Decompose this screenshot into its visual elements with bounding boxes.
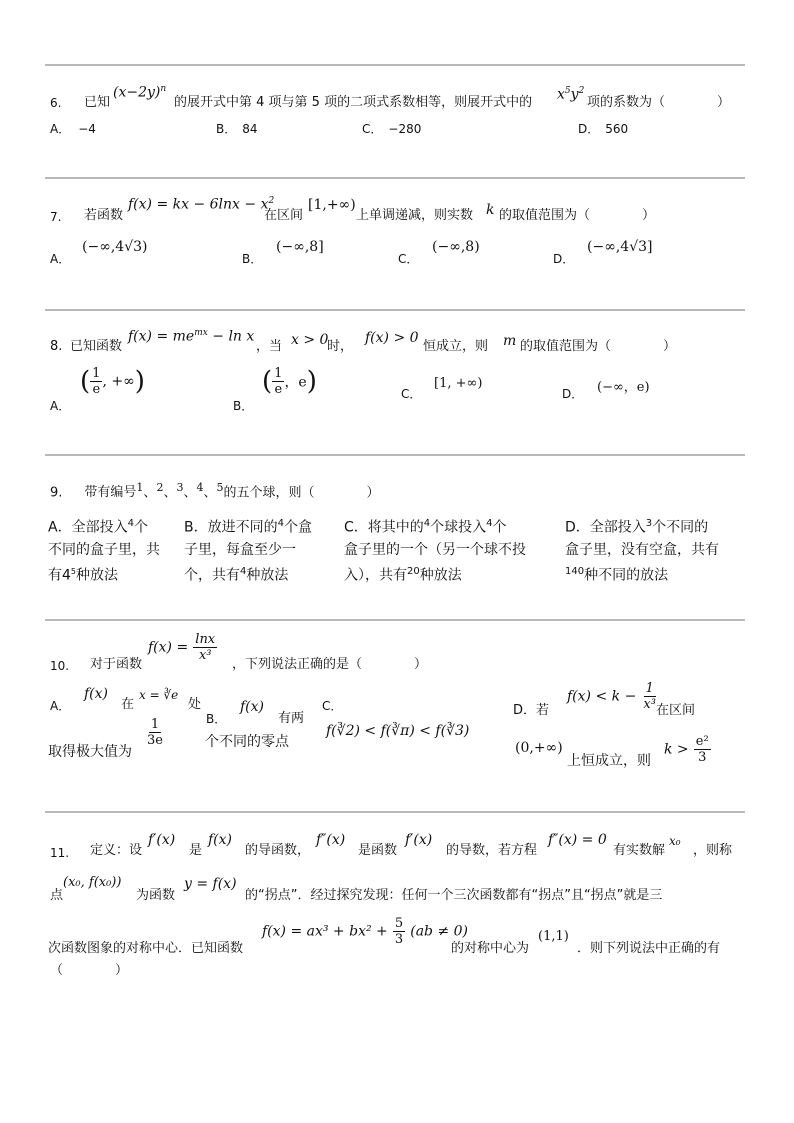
option-b[interactable]: B． 84 (216, 122, 258, 136)
question-text: 的展开式中第 4 项与第 5 项的二项式系数相等，则展开式中的 (174, 95, 533, 110)
option-b[interactable]: ( $\frac{1}{e}$ ，e) (262, 366, 317, 397)
option-d[interactable]: (−∞，e) (597, 380, 650, 395)
interval-expression: [1,+∞) (308, 197, 356, 213)
question-number: 6. (50, 96, 62, 110)
variable: k (486, 202, 495, 218)
question-text: 项的系数为（ ） (587, 95, 731, 110)
condition-expression: x > 0 (291, 332, 329, 348)
variable: m (503, 333, 517, 349)
question-number: 9. (50, 485, 63, 501)
question-text: 的取值范围为（ ） (499, 208, 656, 223)
option-c[interactable]: (−∞,8) (432, 239, 480, 255)
math-expression: $x^5y^2$ (557, 86, 585, 103)
option-a[interactable]: A．全部投入$^4$个 不同的盒子里，共 有$4^5$种放法 (48, 518, 160, 584)
option-b-label[interactable]: B． (233, 399, 254, 413)
option-a[interactable]: (−∞,4√3) (82, 239, 148, 255)
function-expression: f(x) = $\frac{\ln x}{\text{x³}}$ (148, 632, 216, 663)
option-c[interactable]: [1, +∞) (434, 376, 483, 391)
question-text: 的取值范围为（ ） (520, 339, 677, 354)
question-text: 若函数 (84, 208, 124, 223)
function-expression: f(x) = ax³ + bx² + $\frac{5}{3}$ (ab ≠ 0) (262, 916, 469, 947)
function-expression: $f(x) = me^{mx} - \ln x$ (128, 328, 255, 345)
option-b-label[interactable]: B． (242, 252, 263, 266)
option-c-label[interactable]: C． (398, 252, 419, 266)
option-d[interactable]: D．全部投入$^3$个不同的 盒子里，没有空盒，共有 $^{140}$种不同的放法 (565, 518, 719, 584)
separator-line (45, 619, 745, 621)
question-number: 8. (50, 339, 63, 354)
question-text: 带有编号 (84, 485, 137, 501)
option-c-label[interactable]: C． (401, 387, 422, 401)
separator-line (45, 64, 745, 66)
option-b[interactable]: (−∞,8] (276, 239, 324, 255)
option-d-label[interactable]: D． (553, 252, 575, 266)
question-text: 时， (327, 339, 354, 354)
question-text: 对于函数 (90, 657, 143, 672)
separator-line (45, 177, 745, 179)
function-expression: f(x) = kx − $6\ln x - x^2$ (128, 196, 275, 213)
option-a-label[interactable]: A． (50, 399, 71, 413)
question-number: 10. (50, 659, 70, 673)
option-a[interactable]: ( $\frac{1}{e}$ , +∞) (80, 366, 145, 397)
question-text: 已知函数 (70, 339, 123, 354)
option-d[interactable]: D． 560 (578, 122, 629, 136)
separator-line (45, 309, 745, 311)
option-c[interactable]: C．将其中的$^4$个球投入$^4$个 盒子里的一个（另一个球不投 入），共有$^{20}$种放法 (344, 518, 526, 584)
separator-line (45, 454, 745, 456)
option-d-label[interactable]: D． (562, 387, 584, 401)
option-a[interactable]: A． −4 (50, 122, 96, 136)
math-expression: $(x-2y)^n$ (113, 84, 167, 101)
question-text: 在区间 (264, 208, 304, 223)
condition-expression: f(x) > 0 (365, 330, 419, 346)
question-number: 7. (50, 210, 62, 224)
question-text: 已知 (84, 95, 111, 110)
question-text: ，当 (256, 339, 283, 354)
option-a-label[interactable]: A． (50, 252, 71, 266)
option-c[interactable]: C． −280 (362, 122, 422, 136)
question-stem: 9. 带有编号$^1$、$^2$、$^3$、$^4$、$^5$的五个球，则（ ） (50, 481, 380, 501)
question-text: 上单调递减，则实数 (356, 208, 474, 223)
option-b[interactable]: B．放进不同的$^4$个盒 子里，每盒至少一 个，共有$^4$种放法 (184, 518, 312, 584)
question-text: ，下列说法正确的是（ ） (232, 657, 428, 672)
option-d[interactable]: (−∞,4√3] (587, 239, 653, 255)
question-number: 11. (50, 846, 70, 860)
question-text: 恒成立，则 (423, 339, 489, 354)
separator-line (45, 811, 745, 813)
